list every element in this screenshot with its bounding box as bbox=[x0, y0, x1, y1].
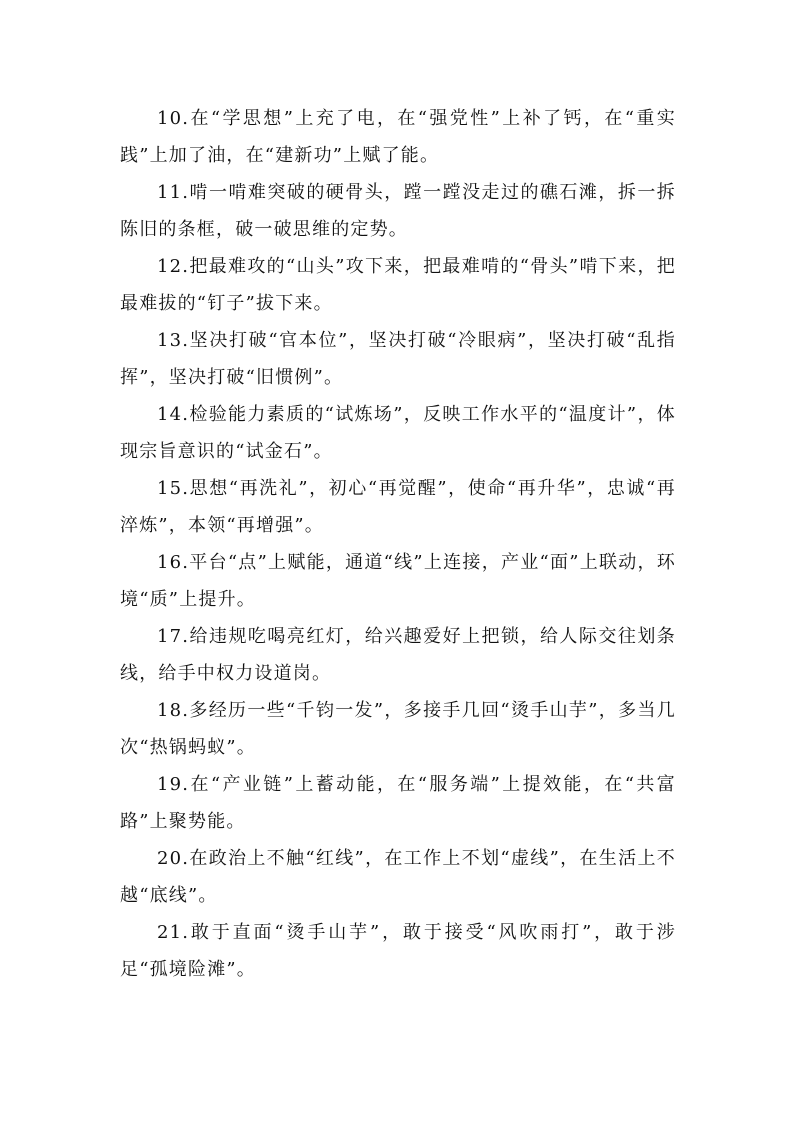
paragraph-20: 20.在政治上不触“红线”，在工作上不划“虚线”，在生活上不越“底线”。 bbox=[120, 848, 676, 906]
paragraph-15: 15.思想“再洗礼”，初心“再觉醒”，使命“再升华”，忠诚“再淬炼”，本领“再增强”。 bbox=[120, 478, 676, 536]
paragraph-11: 11.啃一啃难突破的硬骨头，蹚一蹚没走过的礁石滩，拆一拆陈旧的条框，破一破思维的定势。 bbox=[120, 182, 676, 240]
paragraph-21: 21.敢于直面“烫手山芋”，敢于接受“风吹雨打”，敢于涉足“孤境险滩”。 bbox=[120, 922, 676, 980]
paragraph-18: 18.多经历一些“千钧一发”，多接手几回“烫手山芋”，多当几次“热锅蚂蚁”。 bbox=[120, 700, 676, 758]
paragraph-16: 16.平台“点”上赋能，通道“线”上连接，产业“面”上联动，环境“质”上提升。 bbox=[120, 552, 676, 610]
paragraph-19: 19.在“产业链”上蓄动能，在“服务端”上提效能，在“共富路”上聚势能。 bbox=[120, 774, 676, 832]
paragraph-14: 14.检验能力素质的“试炼场”，反映工作水平的“温度计”，体现宗旨意识的“试金石”。 bbox=[120, 404, 676, 462]
paragraph-10: 10.在“学思想”上充了电，在“强党性”上补了钙，在“重实践”上加了油，在“建新功”上赋了能。 bbox=[120, 108, 676, 166]
paragraph-13: 13.坚决打破“官本位”，坚决打破“冷眼病”，坚决打破“乱指挥”，坚决打破“旧惯例”。 bbox=[120, 330, 676, 388]
document-body bbox=[120, 100, 676, 988]
paragraph-17: 17.给违规吃喝亮红灯，给兴趣爱好上把锁，给人际交往划条线，给手中权力设道岗。 bbox=[120, 626, 676, 684]
paragraph-12: 12.把最难攻的“山头”攻下来，把最难啃的“骨头”啃下来，把最难拔的“钉子”拔下来。 bbox=[120, 256, 676, 314]
